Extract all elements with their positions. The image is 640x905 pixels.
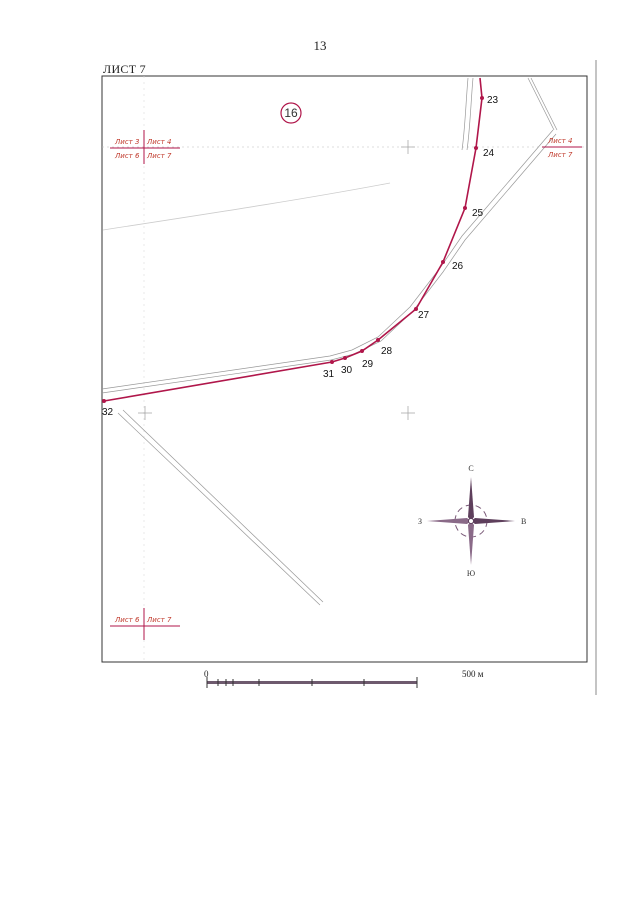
boundary-point <box>480 96 484 100</box>
grid-cross <box>401 406 415 420</box>
scale-bar <box>204 669 484 688</box>
sheet-index-top-left <box>110 130 180 164</box>
compass-rose <box>418 464 526 578</box>
boundary-point <box>102 399 106 403</box>
point-label: 25 <box>472 208 484 219</box>
boundary-point <box>463 206 467 210</box>
grid-cross <box>138 406 152 420</box>
terrain-line <box>103 183 390 230</box>
point-label: 26 <box>452 261 464 272</box>
point-label: 30 <box>341 365 353 376</box>
sheet-index-label: Лист 7 <box>147 152 172 160</box>
point-label: 24 <box>483 148 495 159</box>
point-label: 27 <box>418 310 430 321</box>
sheet-index-label: Лист 4 <box>548 137 573 145</box>
sheet-index-label: Лист 4 <box>147 138 172 146</box>
compass-west-label: З <box>418 517 423 526</box>
point-label: 28 <box>381 346 393 357</box>
point-label: 23 <box>487 95 499 106</box>
boundary-point <box>441 260 445 264</box>
point-label: 32 <box>102 407 114 418</box>
page-number: 13 <box>313 38 327 53</box>
boundary-point <box>474 146 478 150</box>
compass-south-label: Ю <box>466 569 476 578</box>
scale-end-label: 500 м <box>462 669 484 679</box>
sheet-index-top-right <box>542 137 582 159</box>
section-marker-label: 16 <box>284 106 298 120</box>
boundary-line <box>104 78 482 401</box>
point-label: 29 <box>362 359 374 370</box>
sheet-index-label: Лист 6 <box>115 152 140 160</box>
sheet-index-label: Лист 3 <box>115 138 140 146</box>
point-label: 31 <box>323 369 335 380</box>
boundary-point <box>330 360 334 364</box>
sheet-index-bottom-left <box>110 608 180 640</box>
compass-north-label: С <box>468 464 474 473</box>
boundary-point <box>376 338 380 342</box>
sheet-title: ЛИСТ 7 <box>103 62 146 76</box>
boundary-point <box>343 356 347 360</box>
grid-cross <box>401 140 415 154</box>
sheet-index-label: Лист 7 <box>548 151 573 159</box>
sheet-index-label: Лист 6 <box>115 616 140 624</box>
scale-start-label: 0 <box>204 669 209 679</box>
sheet-index-label: Лист 7 <box>147 616 172 624</box>
boundary-point <box>360 349 364 353</box>
compass-east-label: В <box>521 517 527 526</box>
